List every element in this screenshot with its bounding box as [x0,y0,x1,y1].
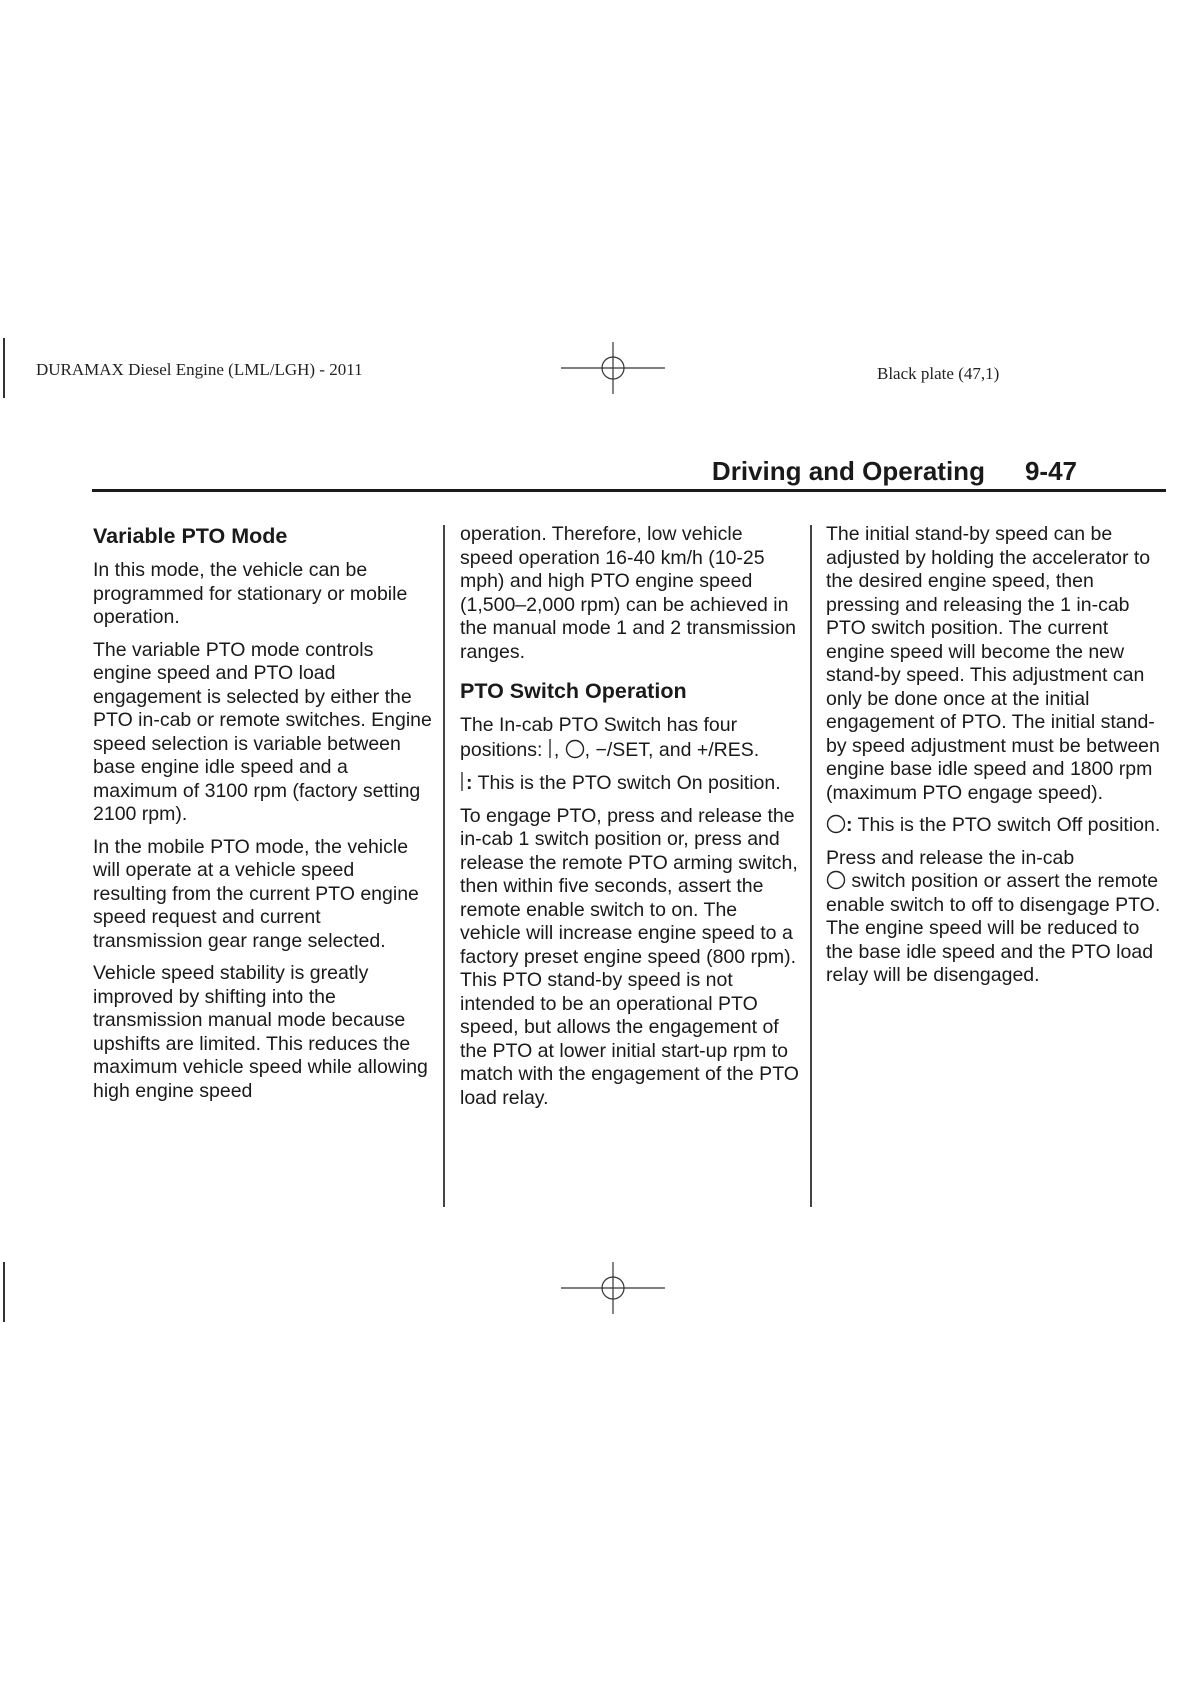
paragraph-disengage [826,847,1171,988]
pto-off-circle-icon [826,814,846,834]
text: Press and release the in-cab [826,846,1075,869]
paragraph: operation. Therefore, low vehicle speed operation 16-40 km/h (10-25 mph) and high PTO engine speed (1,500–2,000 rpm) can be achieved in the manual mode 1 and 2 transmission ranges. [460,523,797,663]
text: The In-cab PTO Switch has four [460,714,738,736]
black-plate-label: Black plate (47,1) [877,364,1000,383]
column-divider-2 [810,525,812,1207]
heading-variable-pto-mode: Variable PTO Mode [93,524,288,548]
crop-mark-bottom-left [3,1262,5,1322]
header-rule [92,489,1166,492]
paragraph-pto-off [826,814,1171,838]
text: This is the PTO switch On position. [472,772,781,794]
paragraph: Vehicle speed stability is greatly improved by shifting into the transmission manual mode because upshifts are limited. This reduces the maximum vehicle speed while allowing high engine speed [93,962,428,1102]
page-number: 9-47 [1024,456,1077,486]
document-title: DURAMAX Diesel Engine (LML/LGH) - 2011 [36,360,363,379]
text: , [553,738,565,761]
paragraph: The initial stand-by speed can be adjusted by holding the accelerator to the desired engine speed, then pressing and releasing the 1 in-cab PTO switch position. The current engine speed will become the new stand-by speed. This adjustment can only be done once at the initial engagement of PTO. The initial stand-by speed adjustment must be between engine base idle speed and 1800 rpm (maximum PTO engage speed). [826,523,1160,804]
text: positions: [460,738,548,761]
section-title: Driving and Operating [711,456,985,486]
heading-pto-switch-operation: PTO Switch Operation [460,679,687,703]
registration-mark-bottom-icon [561,1262,665,1314]
colon: : [846,814,853,836]
paragraph: To engage PTO, press and release the in-cab 1 switch position or, press and release the remote PTO arming switch, then within five seconds, assert the remote enable switch to on. The vehicle will increase engine speed to a factory preset engine speed (800 rpm). This PTO stand-by speed is not intended to be an operational PTO speed, but allows the engagement of the PTO at lower initial start-up rpm to match with the engagement of the PTO load relay. [460,804,799,1109]
text: , −/SET, and +/RES. [584,738,760,761]
column-3 [826,523,1171,997]
colon: : [466,772,473,794]
column-2 [460,523,800,1119]
pto-off-circle-icon [565,739,585,759]
crop-mark-top-left [3,338,5,398]
paragraph: The variable PTO mode controls engine speed and PTO load engagement is selected by either the PTO in-cab or remote switches. Engine speed selection is variable between base engine idle speed and a maximum of 3100 rpm (factory setting 2100 rpm). [93,638,432,825]
column-1 [93,523,433,1112]
registration-mark-top-icon [561,342,665,394]
paragraph-switch-positions [460,714,800,762]
column-divider-1 [443,525,445,1207]
pto-off-circle-icon [826,870,846,890]
paragraph-pto-on [460,771,800,796]
paragraph: In this mode, the vehicle can be programmed for stationary or mobile operation. [93,559,408,628]
text: switch position or assert the remote enable switch to off to disengage PTO. The engine speed will be reduced to the base idle speed and the PTO load relay will be disengaged. [826,870,1161,986]
text: This is the PTO switch Off position. [852,814,1161,836]
section-header [712,456,1077,487]
paragraph: In the mobile PTO mode, the vehicle will operate at a vehicle speed resulting from the current PTO engine speed request and current transmission gear range selected. [93,835,419,952]
